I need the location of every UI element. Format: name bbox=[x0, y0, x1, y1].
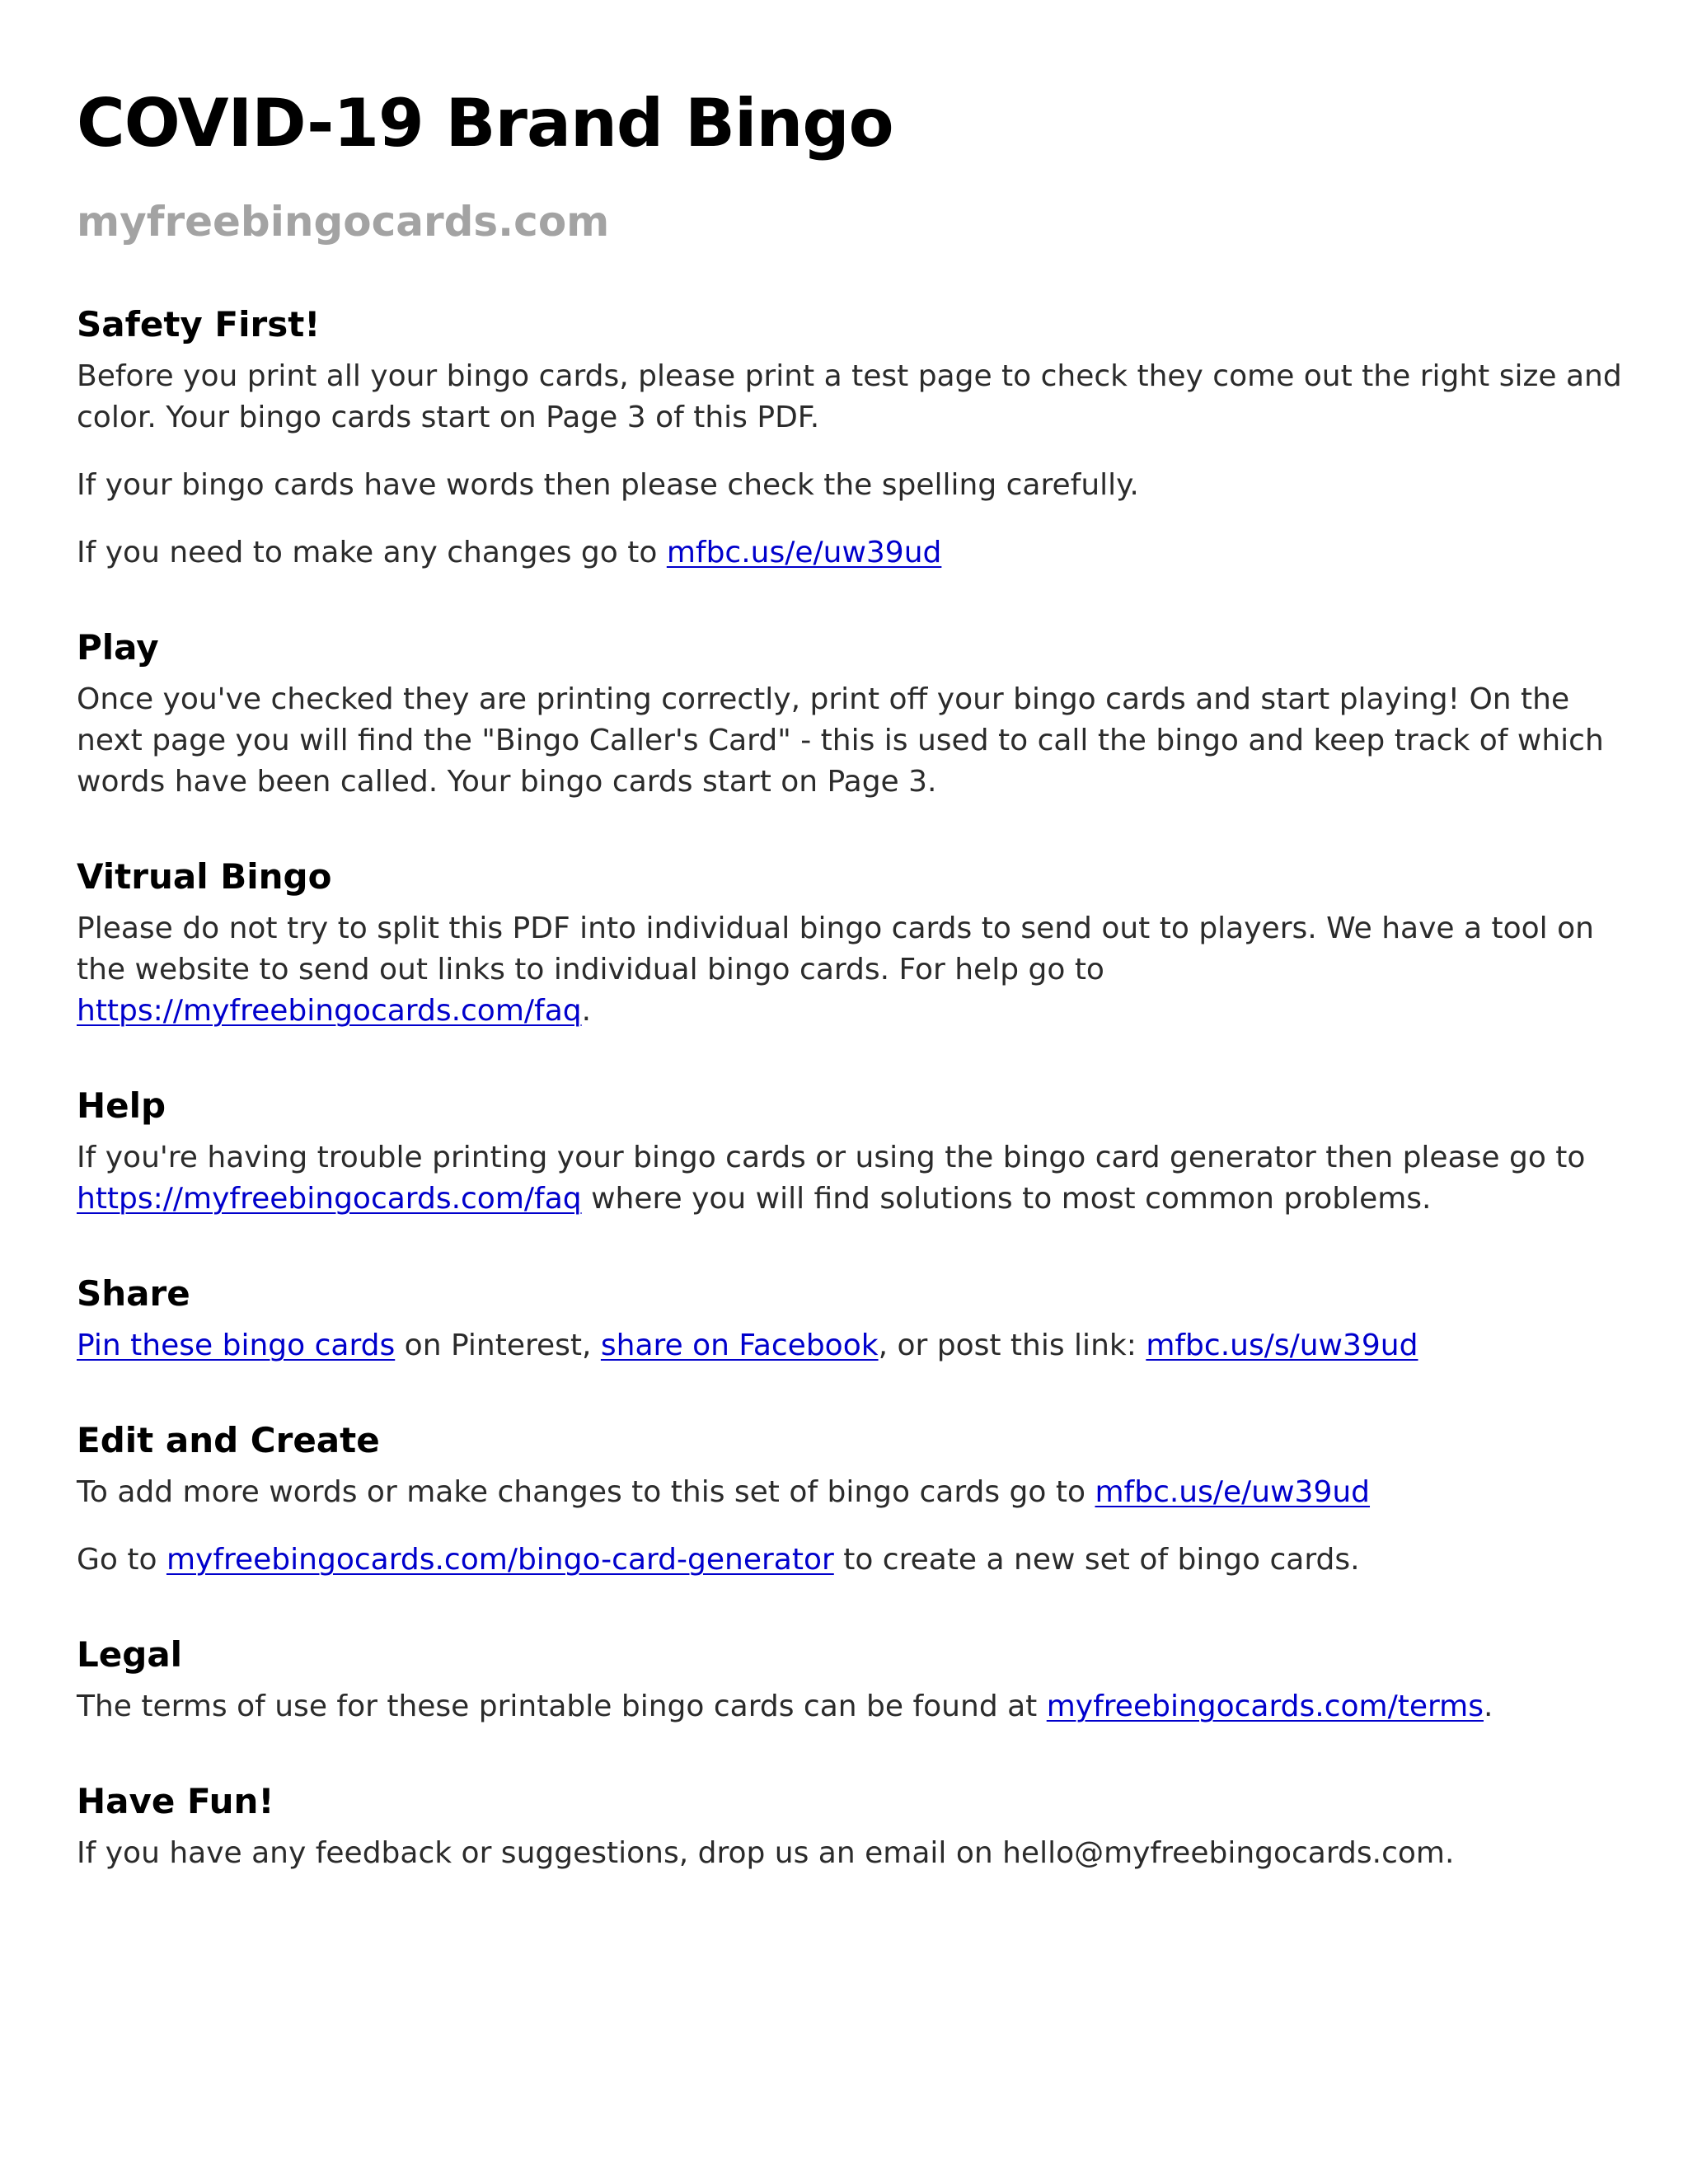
section-heading-edit-and-create: Edit and Create bbox=[77, 1420, 380, 1460]
share-text-2: , or post this link: bbox=[878, 1329, 1146, 1362]
help-text: If you're having trouble printing your bingo cards or using the bingo card generator then please go to bbox=[77, 1141, 1586, 1174]
help-faq-link[interactable]: https://myfreebingocards.com/faq bbox=[77, 1182, 582, 1216]
section-virtual-bingo bbox=[77, 852, 1626, 1032]
edit-cards-link[interactable]: mfbc.us/e/uw39ud bbox=[1095, 1475, 1371, 1509]
site-subtitle: myfreebingocards.com bbox=[77, 198, 610, 246]
faq-link[interactable]: https://myfreebingocards.com/faq bbox=[77, 994, 582, 1028]
section-have-fun bbox=[77, 1777, 1626, 1874]
safety-paragraph-test-page: Before you print all your bingo cards, please print a test page to check they come out the right size and color. Your bingo cards start on Page 3 of this PDF. bbox=[77, 359, 1622, 434]
document-page bbox=[77, 74, 1626, 1874]
virtual-text-end: . bbox=[581, 994, 592, 1028]
section-legal bbox=[77, 1630, 1626, 1727]
play-paragraph: Once you've checked they are printing correctly, print off your bingo cards and start playing! On the next page you will find the "Bingo Caller's Card" - this is used to call the bingo and keep track of which words have been called. Your bingo cards start on Page 3. bbox=[77, 682, 1604, 799]
virtual-paragraph bbox=[77, 908, 1626, 1032]
short-share-link[interactable]: mfbc.us/s/uw39ud bbox=[1146, 1329, 1418, 1362]
section-heading-have-fun: Have Fun! bbox=[77, 1781, 274, 1821]
edit-paragraph-changes bbox=[77, 1472, 1626, 1513]
safety-paragraph-changes bbox=[77, 532, 1626, 574]
section-safety-first bbox=[77, 300, 1626, 574]
facebook-share-link[interactable]: share on Facebook bbox=[600, 1329, 879, 1362]
generator-link[interactable]: myfreebingocards.com/bingo-card-generator bbox=[166, 1543, 834, 1577]
generator-text: Go to bbox=[77, 1543, 166, 1577]
share-paragraph bbox=[77, 1325, 1626, 1366]
fun-paragraph: If you have any feedback or suggestions, drop us an email on hello@myfreebingocards.com. bbox=[77, 1836, 1455, 1870]
legal-text-end: . bbox=[1483, 1690, 1493, 1723]
section-help bbox=[77, 1081, 1626, 1220]
section-play bbox=[77, 623, 1626, 803]
section-heading-share: Share bbox=[77, 1273, 190, 1314]
edit-paragraph-generator bbox=[77, 1540, 1626, 1581]
help-text-end: where you will find solutions to most common problems. bbox=[581, 1182, 1432, 1216]
safety-paragraph-spelling: If your bingo cards have words then please check the spelling carefully. bbox=[77, 468, 1139, 502]
section-heading-help: Help bbox=[77, 1085, 166, 1126]
page-title: COVID-19 Brand Bingo bbox=[77, 85, 893, 162]
section-heading-legal: Legal bbox=[77, 1634, 183, 1675]
section-share bbox=[77, 1269, 1626, 1366]
edit-link[interactable]: mfbc.us/e/uw39ud bbox=[666, 536, 942, 569]
pinterest-link[interactable]: Pin these bingo cards bbox=[77, 1329, 396, 1362]
section-heading-virtual-bingo: Vitrual Bingo bbox=[77, 856, 332, 897]
safety-changes-text: If you need to make any changes go to bbox=[77, 536, 667, 569]
share-text-1: on Pinterest, bbox=[395, 1329, 601, 1362]
virtual-text: Please do not try to split this PDF into individual bingo cards to send out to players. We have a tool on the website to send out links to individual bingo cards. For help go to bbox=[77, 912, 1594, 987]
terms-link[interactable]: myfreebingocards.com/terms bbox=[1046, 1690, 1484, 1723]
legal-paragraph bbox=[77, 1686, 1626, 1727]
section-heading-play: Play bbox=[77, 627, 159, 668]
section-edit-and-create bbox=[77, 1416, 1626, 1581]
generator-text-end: to create a new set of bingo cards. bbox=[833, 1543, 1360, 1577]
section-heading-safety-first: Safety First! bbox=[77, 304, 321, 344]
help-paragraph bbox=[77, 1137, 1626, 1220]
edit-text: To add more words or make changes to this set of bingo cards go to bbox=[77, 1475, 1095, 1509]
legal-text: The terms of use for these printable bingo cards can be found at bbox=[77, 1690, 1047, 1723]
